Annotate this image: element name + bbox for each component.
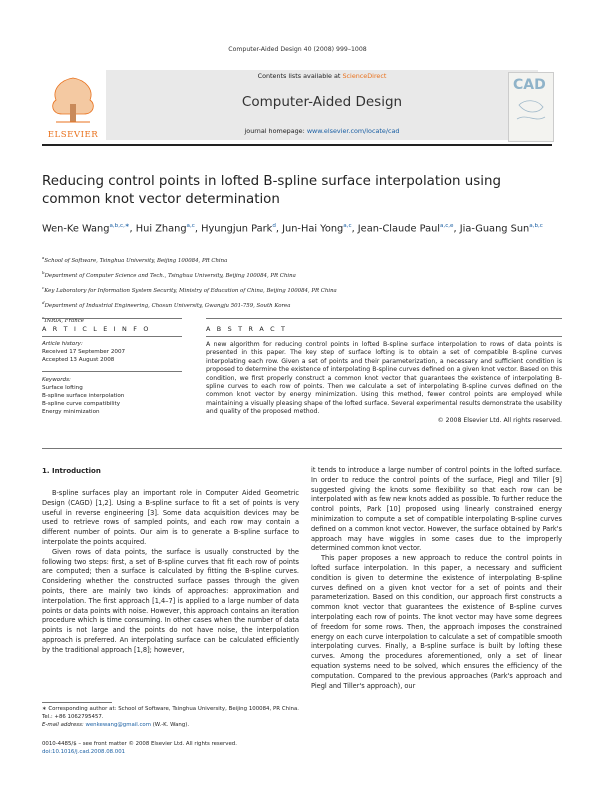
author-name: Hui Zhang <box>135 223 187 235</box>
header-rule <box>42 144 552 146</box>
author-affiliation-marker[interactable]: a,b,c <box>529 223 543 229</box>
contents-prefix: Contents lists available at <box>257 72 343 80</box>
email-link[interactable]: wenkewang@gmail.com <box>85 722 151 728</box>
paragraph: Given rows of data points, the surface is usually constructed by the following two steps: first, a set of B-spline curves that fit each row of points are computed; then a surface is calculated by fitting the B-spline curves. Considering whether the constructed surface passes through the given points, there are mainly two kinds of approaches: approximation and interpolation. The first approach [1,4–7] is applied to a large number of data points or data points with noise. However, this approach contains an iteration procedure which is time consuming. In other cases when the number of data points is not large and the points do not have noise, the interpolation approach is preferred. An interpolating surface can be calculated efficiently by the traditional approach [1,8]; however, <box>42 547 299 654</box>
affiliation <box>42 282 562 297</box>
email-label: E-mail address: <box>42 722 86 728</box>
article-title: Reducing control points in lofted B-spline surface interpolation using common knot vector determination <box>42 174 501 207</box>
sciencedirect-link[interactable]: ScienceDirect <box>342 72 387 80</box>
abstract-rule-mid <box>206 336 562 337</box>
author-name: Jia-Guang Sun <box>459 223 530 235</box>
affiliation-marker: b <box>42 270 45 275</box>
affiliation-marker: a <box>42 255 45 260</box>
received-date: Received 17 September 2007 <box>42 349 126 356</box>
masthead <box>42 70 552 140</box>
abstract-heading: A B S T R A C T <box>206 325 288 333</box>
paragraph: it tends to introduce a large number of control points in the lofted surface. In order to reduce the control points of the surface, Piegl and Tiller [9] suggested giving the knots some flexibility so that each row can be interpolated with as few new knots added as possible. To further reduce the control points, Park [10] proposed using linearly constrained energy minimization to compute a set of compatible interpolating B-spline curves defined on a common knot vector. However, the surface obtained by Park's approach may have wiggles in some cases due to the improperly determined common knot vector. <box>311 466 562 553</box>
journal-banner <box>106 70 538 140</box>
history-label: Article history: <box>42 341 83 347</box>
abstract-rule-top <box>206 318 562 319</box>
body-column-right <box>311 466 562 691</box>
accepted-date: Accepted 13 August 2008 <box>42 357 115 364</box>
cover-logo: CAD <box>513 77 546 93</box>
author-affiliation-marker[interactable]: d <box>272 223 276 229</box>
affiliation-text: Key Laboratory for Information System Security, Ministry of Education of China, Beijing 100084, PR China <box>44 287 337 294</box>
front-matter <box>42 740 342 756</box>
affiliation <box>42 252 562 267</box>
journal-homepage <box>106 127 538 135</box>
abstract-rule-bottom <box>42 448 562 449</box>
elsevier-logo <box>42 70 104 140</box>
doi-link[interactable]: doi:10.1016/j.cad.2008.08.001 <box>42 749 126 755</box>
affiliation-marker: e <box>42 315 45 320</box>
info-rule-mid <box>42 336 182 337</box>
keywords-label: Keywords: <box>42 376 71 383</box>
author-affiliation-marker[interactable]: a,b,c,∗ <box>109 223 130 229</box>
author-affiliation-marker[interactable]: a,c <box>186 223 195 229</box>
body-column-left <box>42 489 299 656</box>
author-name: Jun-Hai Yong <box>282 223 344 235</box>
abstract-text: A new algorithm for reducing control points in lofted B-spline surface interpolation to rows of data points is presented in this paper. The key step of surface lofting is to obtain a set of compatible B-spline curves interpolating each row. Given a set of points and their parameterization, a necessary and sufficient condition is proposed to determine the existence of interpolating B-spline curves defined on a given knot vector. Based on this condition, we first properly construct a common knot vector that guarantees the existence of interpolating B-spline curves to each row of points. Then we calculate a set of interpolating B-spline curves defined on the common knot vector by energy minimization. Using this method, fewer control points are employed while maintaining a visually pleasing shape of the lofted surface. Several experimental results demonstrate the usability and quality of the proposed method. <box>206 341 563 416</box>
elsevier-wordmark: ELSEVIER <box>47 130 99 140</box>
footnotes <box>42 705 299 729</box>
journal-cover-thumbnail <box>508 72 554 142</box>
author-name: Wen-Ke Wang <box>42 223 110 235</box>
copyright-notice: © 2008 Elsevier Ltd. All rights reserved. <box>437 416 562 424</box>
author-list: Wen-Ke Wang$^{a,b,c,∗}$, Hui Zhang$^{a,c}$, Hyungjun Park$^d$, Jun-Hai Yong$^{a,c}$, Jean-Claude Paul$^{a,c,e}$, Jia-Guang Sun$^{a,b,c}$ <box>42 223 543 235</box>
affiliation <box>42 267 562 282</box>
journal-title: Computer-Aided Design <box>241 94 403 110</box>
affiliation-text: School of Software, Tsinghua University, Beijing 100084, PR China <box>44 257 228 264</box>
email-line <box>42 721 299 729</box>
keyword: B-spline curve compatibility <box>42 401 121 408</box>
issn-line: 0010-4485/$ – see front matter © 2008 Elsevier Ltd. All rights reserved. <box>42 741 237 747</box>
homepage-prefix: journal homepage: <box>244 127 307 135</box>
article-info <box>42 340 172 417</box>
keyword: B-spline surface interpolation <box>42 393 125 400</box>
affiliation-text: Department of Industrial Engineering, Chosun University, Gwangju 501-759, South Korea <box>44 302 291 309</box>
footnote-rule <box>42 702 112 703</box>
affiliation-marker: d <box>42 300 45 305</box>
keyword: Surface lofting <box>42 384 83 391</box>
article-info-heading: A R T I C L E I N F O <box>42 325 151 333</box>
abstract-body <box>206 341 562 425</box>
keywords-rule <box>42 371 182 372</box>
info-rule-top <box>42 318 182 319</box>
keyword: Energy minimization <box>42 409 100 416</box>
journal-citation: Computer-Aided Design 40 (2008) 999–1008 <box>228 46 367 53</box>
affiliation-list <box>42 252 562 327</box>
email-suffix: (W.-K. Wang). <box>150 722 190 728</box>
author-affiliation-marker[interactable]: a,c <box>343 223 352 229</box>
affiliation-text: Department of Computer Science and Tech., Tsinghua University, Beijing 100084, PR China <box>44 272 296 279</box>
cover-art-icon <box>509 73 553 141</box>
elsevier-tree-icon <box>42 70 104 128</box>
author-name: Jean-Claude Paul <box>357 223 440 235</box>
contents-line <box>106 72 538 80</box>
author-affiliation-marker[interactable]: a,c,e <box>440 223 454 229</box>
affiliation-marker: c <box>42 285 45 290</box>
homepage-link[interactable]: www.elsevier.com/locate/cad <box>306 127 400 135</box>
paragraph: B-spline surfaces play an important role in Computer Aided Geometric Design (CAGD) [1,2]. Using a B-spline surface to fit a set of points is very useful in reverse engineering [3]. Some data acquisition devices may be used to retrieve rows of sampled points, and each row may contain a different number of points. Our aim is to generate a B-spline surface to interpolate the points acquired. <box>42 489 299 546</box>
affiliation <box>42 297 562 312</box>
affiliation-text: INRIA, France <box>44 317 84 324</box>
section-heading: 1. Introduction <box>42 467 101 475</box>
paragraph: This paper proposes a new approach to reduce the control points in lofted surface interpolation. In this paper, a necessary and sufficient condition is given to determine the existence of interpolating B-spline curves defined on a given knot vector for a set of points and their parameterization. Based on this condition, our approach first constructs a common knot vector that guarantees the existence of B-spline curves interpolating each row of points. The knot vector may have some degrees of freedom for some rows. Then, the approach imposes the constrained energy on each curve interpolation to calculate a set of compatible smooth interpolating curves. Finally, a B-spline surface is built by lofting these curves. Among the procedures aforementioned, only a set of linear equation systems need to be solved, which ensures the efficiency of the computation. Compared to the previous approaches (Park's approach and Piegl and Tiller's approach), our <box>311 554 562 690</box>
author-name: Hyungjun Park <box>201 223 273 235</box>
corresponding-author-note: ∗ Corresponding author at: School of Software, Tsinghua University, Beijing 100084, PR China. Tel.: +86 1062795457. <box>42 706 299 720</box>
